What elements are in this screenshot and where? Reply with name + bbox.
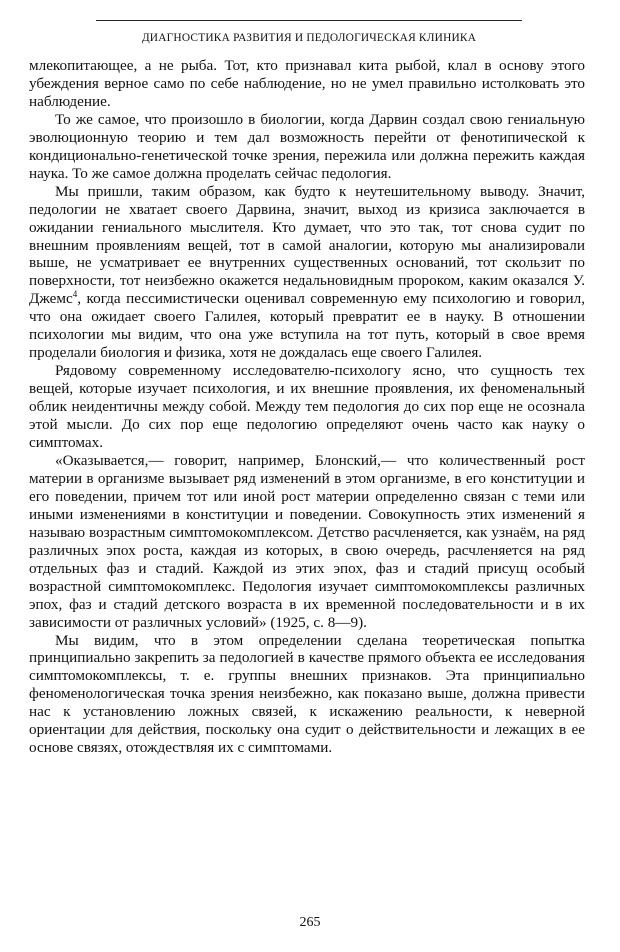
- paragraph-3-text-b: , когда пессимистически оценивал современную ему психологию и говорил, что она ожидает своего Галилея, который превратит ее в науку. В отношении психологии мы видим, что она уже вступила на тот путь, который в свое время проделали биология и физика, хотя не дождалась еще своего Галилея.: [29, 290, 585, 362]
- paragraph-5-quote: «Оказывается,— говорит, например, Блонский,— что количественный рост материи в организме вызывает ряд изменений в этом организме, в его конституции и его поведении, причем тот или иной рост материи определенно связан с теми или иными изменениями в конституции и поведении. Совокупность этих изменений я называю возрастным симптомокомплексом. Детство расчленяется, как узнаём, на ряд различных эпох роста, каждая из которых, в свою очередь, расчленяется на ряд отдельных фаз и стадий. Каждой из этих эпох, фаз и стадий присущ особый возрастной симптомокомплекс. Педология изучает симптомокомплексы различных эпох, фаз и стадий детского возраста в их временной последовательности и в их зависимости от различных условий» (1925, с. 8—9).: [29, 451, 585, 631]
- paragraph-1: млекопитающее, а не рыба. Тот, кто признавал кита рыбой, клал в основу этого убеждения верное само по себе наблюдение, но не умел правильно истолковать это наблюдение.: [29, 57, 585, 110]
- paragraph-3: [29, 183, 585, 363]
- paragraph-2: То же самое, что произошло в биологии, когда Дарвин создал свою гениальную эволюционную теорию и тем дал возможность перейти от фенотипической к кондиционально-генетической точке зрения, пережила или должна пережить каждая наука. То же самое должна проделать сейчас педология.: [29, 110, 585, 182]
- paragraph-6: Мы видим, что в этом определении сделана теоретическая попытка принципиально закрепить за педологией в качестве прямого объекта ее исследования симптомокомплексы, т. е. группы внешних признаков. Эта принципиально феноменологическая точка зрения неизбежно, как показано выше, должна привести нас к установлению ложных связей, к искажению реальности, к неверной ориентации для действия, поскольку она судит о действительности и лежащих в ее основе связях, отождествляя их с симптомами.: [29, 631, 585, 757]
- footnote-marker: 4: [72, 289, 78, 300]
- page-number: 265: [299, 915, 321, 930]
- paragraph-4: Рядовому современному исследователю-психологу ясно, что сущность тех вещей, которые изучает психология, и их внешние проявления, их феноменальный облик неидентичны между собой. Между тем педология до сих пор еще не осознала этой мысли. До сих пор еще педологию определяют очень часто как науку о симптомах.: [29, 362, 585, 452]
- paragraph-3-text-a: Мы пришли, таким образом, как будто к неутешительному выводу. Значит, педологии не хватает своего Дарвина, значит, выход из кризиса заключается в ожидании гениального мыслителя. Кто думает, что это так, тот снова судит по внешним проявлениям вещей, тот в самой аналогии, которую мы анализировали выше, не усматривает ее внутренних существенных оснований, тот скользит по поверхности, тот неизбежно окажется недальновидным пророком, каким оказался У. Джемс: [29, 182, 585, 308]
- header-rule: [96, 20, 522, 21]
- running-head: ДИАГНОСТИКА РАЗВИТИЯ И ПЕДОЛОГИЧЕСКАЯ КЛИНИКА: [141, 32, 477, 44]
- body-text: [29, 57, 585, 757]
